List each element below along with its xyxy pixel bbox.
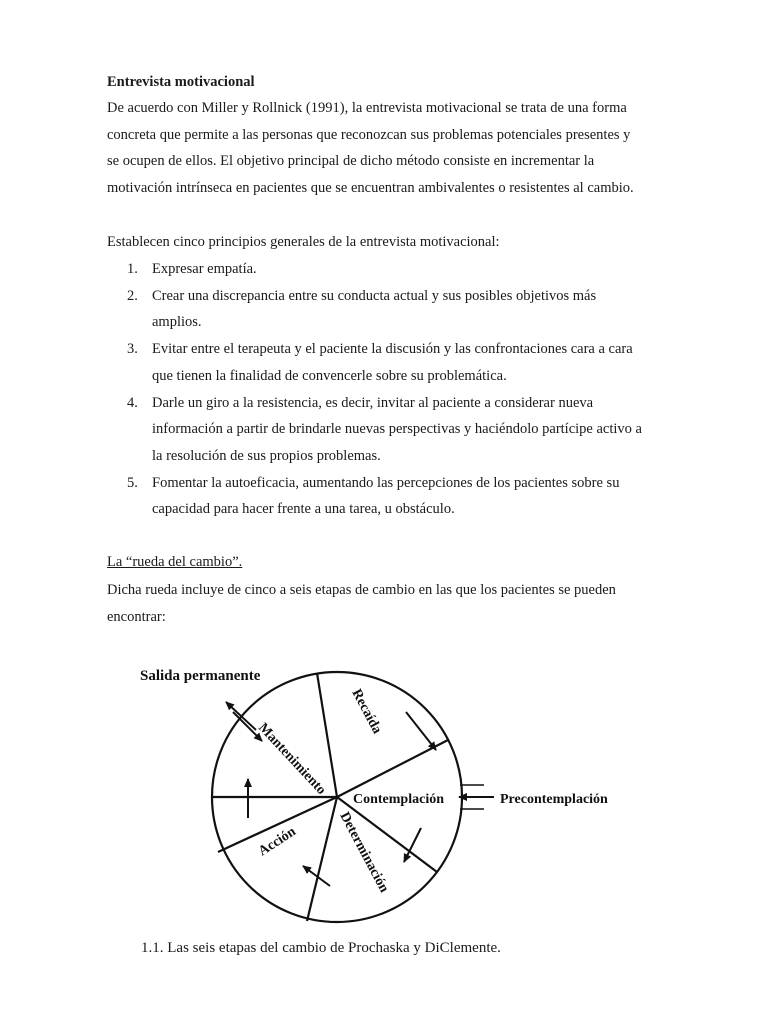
paragraph-line: De acuerdo con Miller y Rollnick (1991), la entrevista motivacional se trata de una forma: [107, 100, 627, 116]
exit-label: Salida permanente: [140, 668, 261, 684]
divider-line: [307, 797, 337, 921]
stage-label-contemplacion: Contemplación: [353, 792, 444, 807]
list-line: Evitar entre el terapeuta y el paciente la discusión y las confrontaciones cara a cara: [152, 341, 633, 358]
section-title: La “rueda del cambio”.: [107, 554, 243, 570]
stage-label-accion: Acción: [256, 824, 299, 860]
list-item: [107, 283, 642, 336]
principles-intro: Establecen cinco principios generales de la entrevista motivacional:: [107, 234, 500, 250]
paragraph-line: se ocupen de ellos. El objetivo principal de dicho método consiste en incrementar la: [107, 153, 595, 170]
paragraph-line: motivación intrínseca en pacientes que se encuentran ambivalentes o resistentes al cambio.: [107, 180, 634, 197]
document-title: Entrevista motivacional: [107, 74, 255, 90]
list-line: capacidad para hacer frente a una tarea, u obstáculo.: [152, 501, 455, 518]
stage-label-determinacion: Determinación: [336, 809, 392, 896]
list-item: [107, 256, 642, 283]
list-line: Expresar empatía.: [152, 261, 257, 277]
list-number: 3.: [127, 341, 138, 358]
list-line: Crear una discrepancia entre su conducta actual y sus posibles objetivos más: [152, 287, 597, 304]
cycle-arrow-icon: [406, 712, 436, 750]
list-number: 1.: [127, 261, 138, 277]
wheel-diagram: [0, 640, 768, 940]
list-line: la resolución de sus propios problemas.: [152, 447, 381, 464]
list-item: [107, 470, 642, 523]
list-item: [107, 390, 642, 470]
paragraph-line: concreta que permite a las personas que reconozcan sus problemas potenciales presentes y: [107, 126, 631, 143]
list-line: Darle un giro a la resistencia, es decir, invitar al paciente a considerar nueva: [152, 394, 594, 411]
list-line: información a partir de brindarle nuevas perspectivas y haciéndolo partícipe activo a: [152, 421, 642, 438]
stage-label-mantenimiento: Mantenimiento: [255, 720, 329, 798]
stage-label-precontemplacion: Precontemplación: [500, 792, 608, 807]
paragraph-wheel: [107, 577, 616, 630]
list-number: 4.: [127, 394, 138, 411]
wheel-of-change-figure: [0, 640, 768, 980]
paragraph-line: encontrar:: [107, 608, 166, 625]
stage-label-recaida: Recaída: [348, 686, 385, 737]
list-number: 2.: [127, 287, 138, 304]
relapse-return-arrow-icon: [233, 712, 262, 741]
list-line: que tienen la finalidad de convencerle sobre su problemática.: [152, 367, 507, 384]
list-line: Fomentar la autoeficacia, aumentando las percepciones de los pacientes sobre su: [152, 474, 620, 491]
paragraph-line: Dicha rueda incluye de cinco a seis etapas de cambio en las que los pacientes se pueden: [107, 582, 616, 598]
list-item: [107, 336, 642, 389]
list-number: 5.: [127, 474, 138, 491]
figure-caption: 1.1. Las seis etapas del cambio de Prochaska y DiClemente.: [141, 940, 501, 956]
principles-list: [107, 256, 642, 523]
divider-line: [337, 740, 448, 797]
paragraph-intro: [107, 95, 634, 202]
list-line: amplios.: [152, 314, 202, 331]
